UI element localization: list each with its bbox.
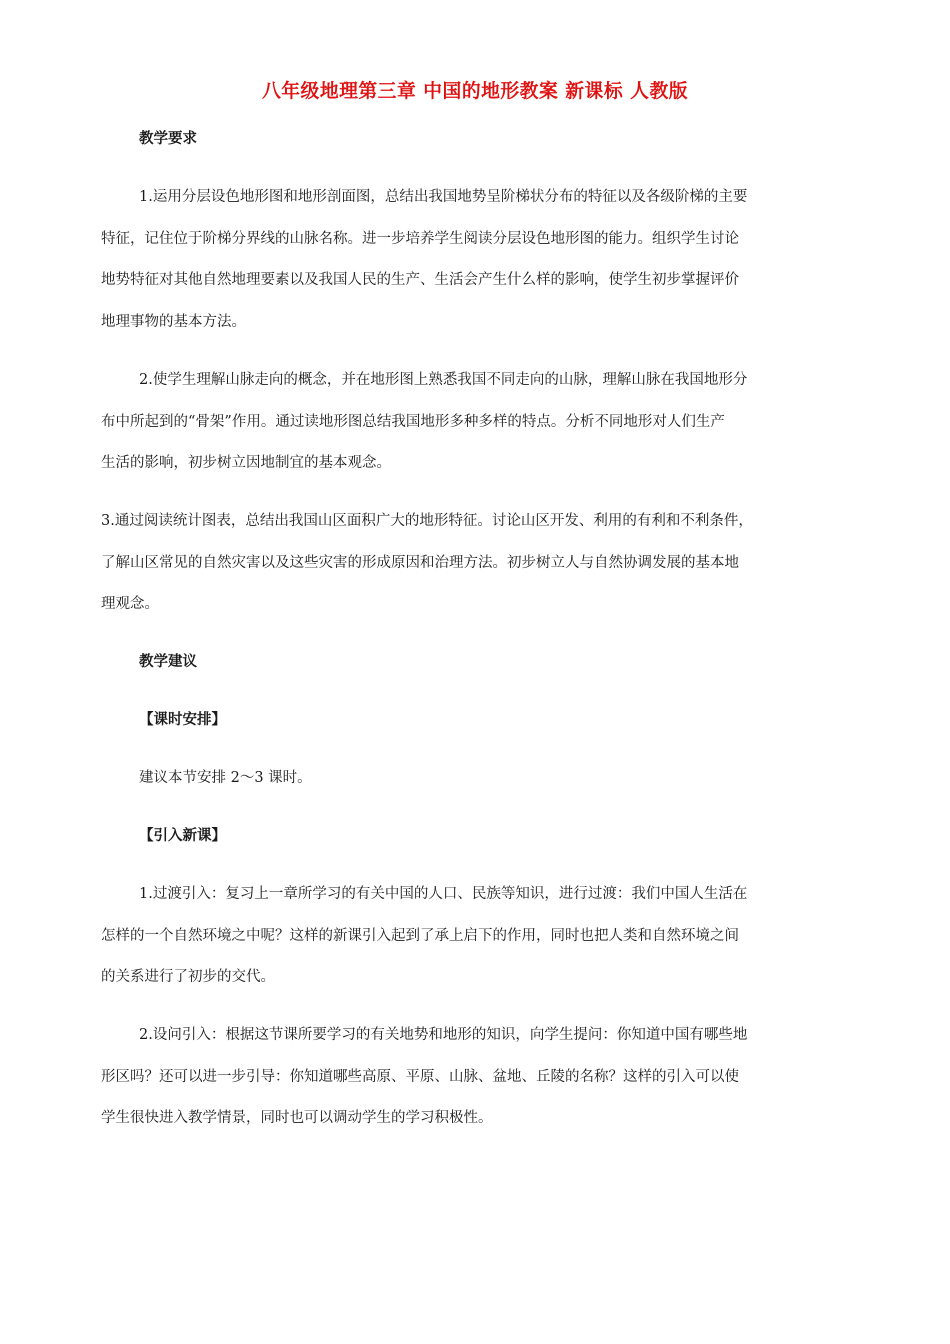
requirement-3-line-1: 3.通过阅读统计图表，总结出我国山区面积广大的地形特征。讨论山区开发、利用的有利和不利条件， — [101, 513, 753, 529]
requirement-2-line-2: 布中所起到的“骨架”作用。通过读地形图总结我国地形多种多样的特点。分析不同地形对人们生产 — [101, 414, 725, 430]
requirement-2-line-1: 2.使学生理解山脉走向的概念，并在地形图上熟悉我国不同走向的山脉，理解山脉在我国地形分 — [139, 372, 748, 388]
intro-2-line-1: 2.设问引入：根据这节课所要学习的有关地势和地形的知识，向学生提问：你知道中国有哪些地 — [139, 1027, 748, 1043]
schedule-text: 建议本节安排 2～3 课时。 — [139, 770, 312, 786]
requirement-1-line-4: 地理事物的基本方法。 — [101, 314, 246, 330]
requirement-1-line-3: 地势特征对其他自然地理要素以及我国人民的生产、生活会产生什么样的影响，使学生初步掌握评价 — [101, 272, 739, 288]
subheading-schedule: 【课时安排】 — [139, 712, 226, 728]
section-heading-requirements: 教学要求 — [139, 131, 197, 147]
section-heading-suggestions: 教学建议 — [139, 654, 197, 670]
subheading-intro: 【引入新课】 — [139, 828, 226, 844]
requirement-2-line-3: 生活的影响，初步树立因地制宜的基本观念。 — [101, 455, 391, 471]
intro-2-line-3: 学生很快进入教学情景，同时也可以调动学生的学习积极性。 — [101, 1110, 493, 1126]
intro-1-line-1: 1.过渡引入：复习上一章所学习的有关中国的人口、民族等知识，进行过渡：我们中国人生活在 — [139, 886, 748, 902]
requirement-1-line-1: 1.运用分层设色地形图和地形剖面图，总结出我国地势呈阶梯状分布的特征以及各级阶梯的主要 — [139, 189, 748, 205]
document-title: 八年级地理第三章 中国的地形教案 新课标 人教版 — [261, 81, 689, 102]
intro-1-line-2: 怎样的一个自然环境之中呢？这样的新课引入起到了承上启下的作用，同时也把人类和自然环境之间 — [101, 928, 739, 944]
intro-1-line-3: 的关系进行了初步的交代。 — [101, 969, 275, 985]
requirement-3-line-3: 理观念。 — [101, 596, 159, 612]
intro-2-line-2: 形区吗？还可以进一步引导：你知道哪些高原、平原、山脉、盆地、丘陵的名称？这样的引入可以使 — [101, 1069, 739, 1085]
requirement-3-line-2: 了解山区常见的自然灾害以及这些灾害的形成原因和治理方法。初步树立人与自然协调发展的基本地 — [101, 555, 739, 571]
requirement-1-line-2: 特征，记住位于阶梯分界线的山脉名称。进一步培养学生阅读分层设色地形图的能力。组织学生讨论 — [101, 231, 739, 247]
